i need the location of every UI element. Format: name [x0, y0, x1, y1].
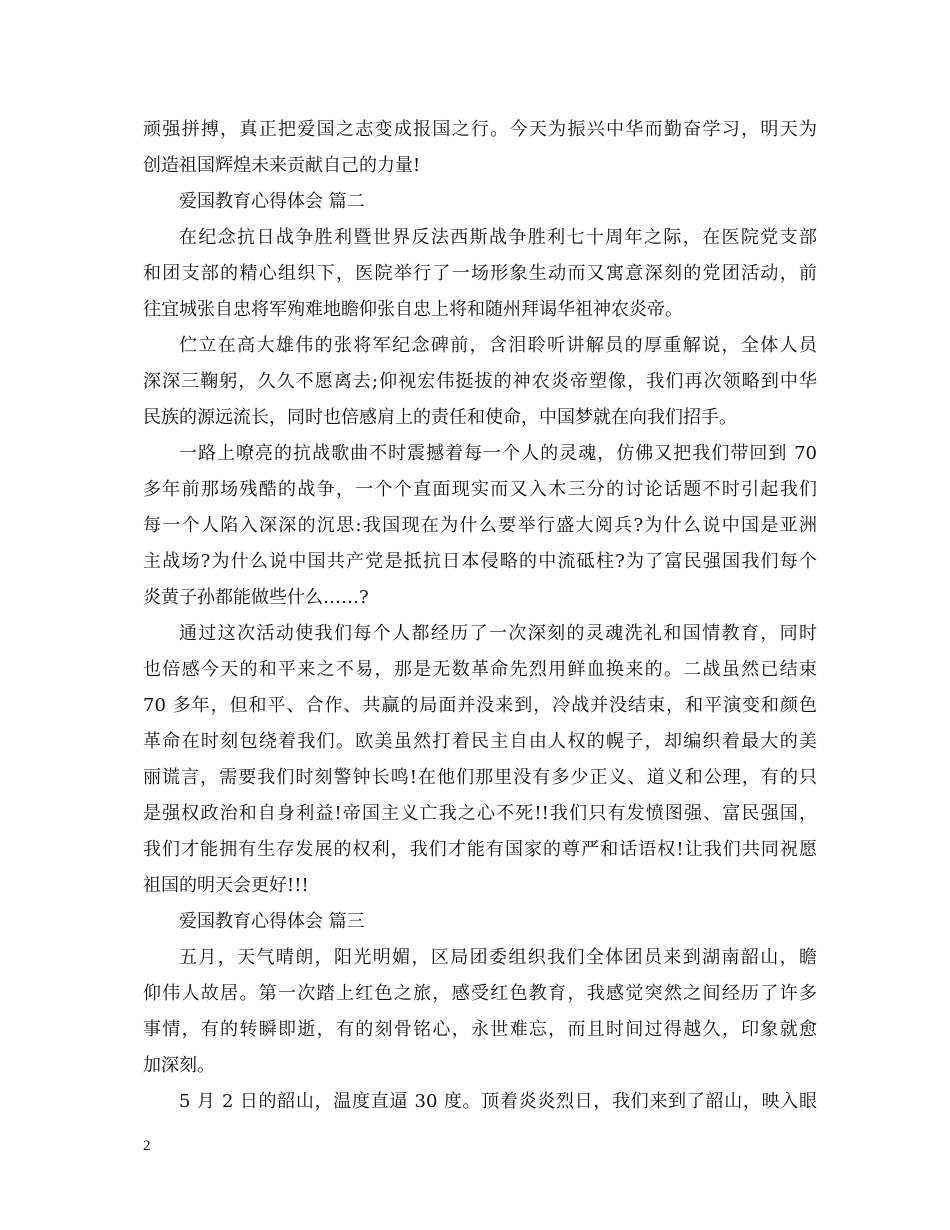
text-line: 爱国教育心得体会 篇二	[179, 191, 365, 212]
text-line: 民族的源远流长，同时也倍感肩上的责任和使命，中国梦就在向我们招手。	[143, 407, 737, 428]
page-number: 2	[143, 1138, 151, 1154]
text-line: 祖国的明天会更好!!!	[143, 875, 309, 896]
text-line: 每一个人陷入深深的沉思:我国现在为什么要举行盛大阅兵?为什么说中国是亚洲	[143, 515, 817, 536]
text-line: 在纪念抗日战争胜利暨世界反法西斯战争胜利七十周年之际，在医院党支部	[179, 227, 817, 248]
document-body	[143, 112, 817, 1120]
text-line: 顽强拼搏，真正把爱国之志变成报国之行。今天为振兴中华而勤奋学习，明天为	[143, 119, 817, 140]
text-line: 70 多年，但和平、合作、共赢的局面并没来到，冷战并没结束，和平演变和颜色	[143, 695, 817, 716]
text-line: 伫立在高大雄伟的张将军纪念碑前，含泪聆听讲解员的厚重解说，全体人员	[179, 335, 817, 356]
text-line: 是强权政治和自身利益!帝国主义亡我之心不死!!我们只有发愤图强、富民强国，	[143, 803, 817, 824]
text-line: 多年前那场残酷的战争，一个个直面现实而又入木三分的讨论话题不时引起我们	[143, 479, 817, 500]
text-line: 创造祖国辉煌未来贡献自己的力量!	[143, 155, 421, 176]
text-line: 我们才能拥有生存发展的权利，我们才能有国家的尊严和话语权!让我们共同祝愿	[143, 839, 817, 860]
text-line: 也倍感今天的和平来之不易，那是无数革命先烈用鲜血换来的。二战虽然已结束	[143, 659, 817, 680]
text-line: 五月，天气晴朗，阳光明媚，区局团委组织我们全体团员来到湖南韶山，瞻	[179, 947, 817, 968]
text-line: 和团支部的精心组织下，医院举行了一场形象生动而又寓意深刻的党团活动，前	[143, 263, 817, 284]
text-line: 仰伟人故居。第一次踏上红色之旅，感受红色教育，我感觉突然之间经历了许多	[143, 983, 817, 1004]
text-line: 加深刻。	[143, 1055, 215, 1076]
text-line: 通过这次活动使我们每个人都经历了一次深刻的灵魂洗礼和国情教育，同时	[179, 623, 817, 644]
text-line: 往宜城张自忠将军殉难地瞻仰张自忠上将和随州拜谒华祖神农炎帝。	[143, 299, 683, 320]
text-line: 深深三鞠躬，久久不愿离去;仰视宏伟挺拔的神农炎帝塑像，我们再次领略到中华	[143, 371, 817, 392]
text-line: 革命在时刻包绕着我们。欧美虽然打着民主自由人权的幌子，却编织着最大的美	[143, 731, 817, 752]
text-line: 炎黄子孙都能做些什么……?	[143, 587, 369, 608]
text-line: 爱国教育心得体会 篇三	[179, 911, 365, 932]
text-line: 主战场?为什么说中国共产党是抵抗日本侵略的中流砥柱?为了富民强国我们每个	[143, 551, 817, 572]
text-line: 丽谎言，需要我们时刻警钟长鸣!在他们那里没有多少正义、道义和公理，有的只	[143, 767, 817, 788]
text-line: 5 月 2 日的韶山，温度直逼 30 度。顶着炎炎烈日，我们来到了韶山，映入眼	[179, 1091, 817, 1112]
text-line: 事情，有的转瞬即逝，有的刻骨铭心，永世难忘，而且时间过得越久，印象就愈	[143, 1019, 817, 1040]
text-line: 一路上嘹亮的抗战歌曲不时震撼着每一个人的灵魂，仿佛又把我们带回到 70	[179, 443, 817, 464]
